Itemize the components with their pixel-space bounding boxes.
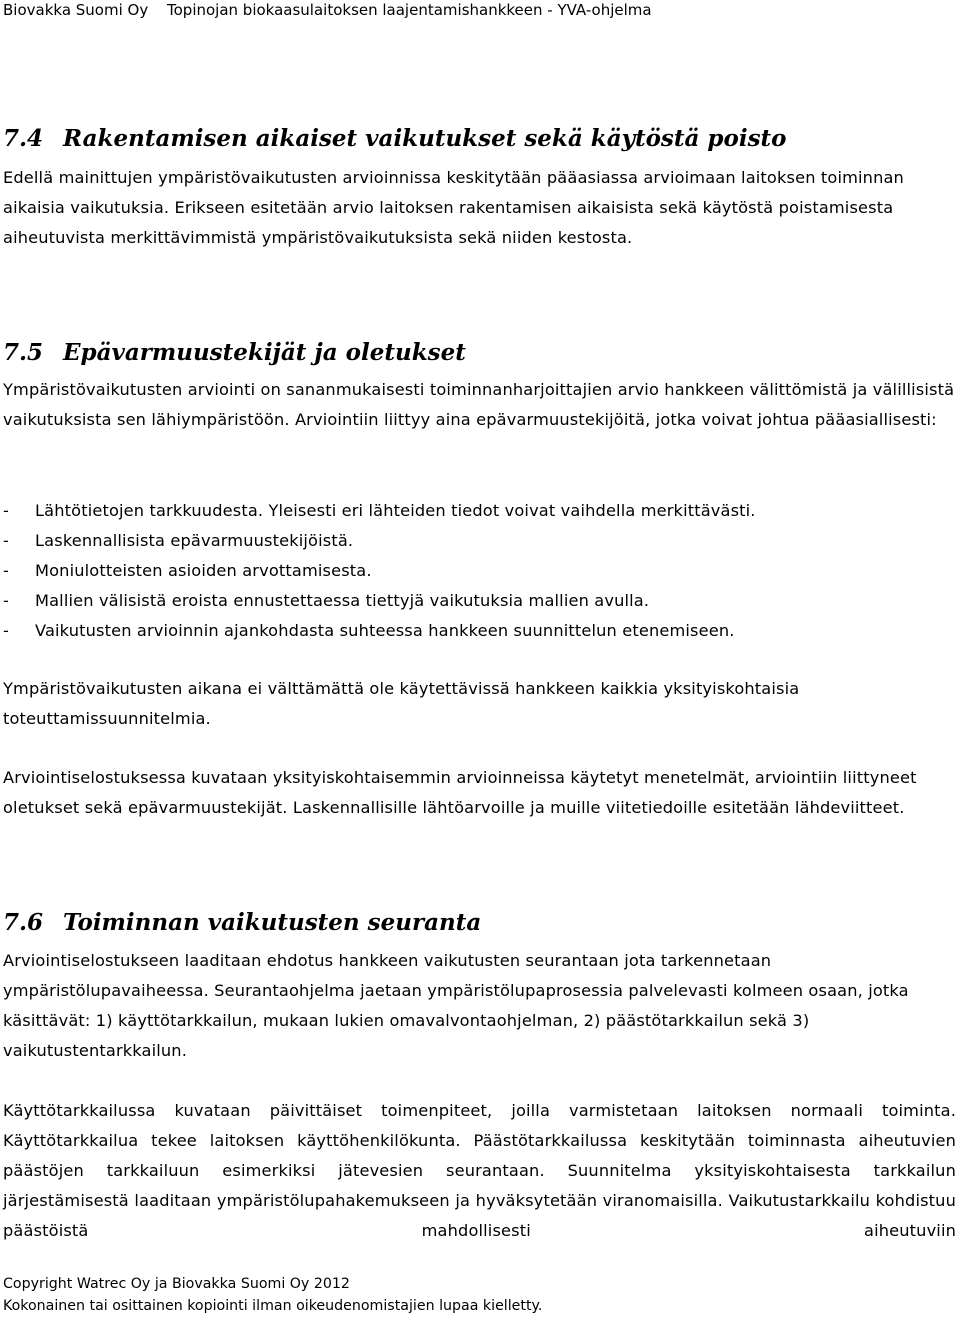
list-item-text: Mallien välisistä eroista ennustettaessa tiettyjä vaikutuksia mallien avulla. xyxy=(35,591,650,610)
bullet-marker: - xyxy=(3,501,9,520)
bullet-marker: - xyxy=(3,531,9,550)
list-item-text: Vaikutusten arvioinnin ajankohdasta suhteessa hankkeen suunnittelun etenemiseen. xyxy=(35,621,735,640)
section-heading-7-5 xyxy=(3,338,466,368)
list-item-text: Laskennallisista epävarmuustekijöistä. xyxy=(35,531,354,550)
list-item xyxy=(3,556,956,586)
section-heading-7-6 xyxy=(3,908,481,938)
header-document-title: Topinojan biokaasulaitoksen laajentamishankkeen - YVA-ohjelma xyxy=(167,1,652,19)
list-item xyxy=(3,496,956,526)
paragraph-7-5-plans: Ympäristövaikutusten aikana ei välttämättä ole käytettävissä hankkeen kaikkia yksityiskohtaisia toteuttamissuunnitelmia. xyxy=(3,679,800,728)
paragraph-7-6-monitoring: Arviointiselostukseen laaditaan ehdotus hankkeen vaikutusten seurantaan jota tarkennetaan ympäristölupavaiheessa. Seurantaohjelma jaetaan ympäristölupaprosessia palvelevasti kolmeen osaan, jotka käsittävät: 1) käyttötarkkailun, mukaan lukien omavalvontaohjelman, 2) päästötarkkailun sekä 3) vaikutustentarkkailun. xyxy=(3,951,909,1060)
page-footer xyxy=(3,1273,953,1317)
bullet-marker: - xyxy=(3,561,9,580)
bullet-marker: - xyxy=(3,591,9,610)
paragraph-7-5-intro: Ympäristövaikutusten arviointi on sananmukaisesti toiminnanharjoittajien arvio hankkeen välittömistä ja välillisistä vaikutuksista sen lähiympäristöön. Arviointiin liittyy aina epävarmuustekijöitä, jotka voivat johtua pääasiallisesti: xyxy=(3,380,955,429)
section-number: 7.6 xyxy=(3,909,44,936)
footer-copyright: Copyright Watrec Oy ja Biovakka Suomi Oy 2012 xyxy=(3,1276,350,1292)
footer-notice: Kokonainen tai osittainen kopiointi ilman oikeudenomistajien lupaa kielletty. xyxy=(3,1298,543,1314)
running-header xyxy=(3,0,953,20)
list-item xyxy=(3,526,956,556)
paragraph-7-4: Edellä mainittujen ympäristövaikutusten arvioinnissa keskitytään pääasiassa arvioimaan laitoksen toiminnan aikaisia vaikutuksia. Erikseen esitetään arvio laitoksen rakentamisen aikaisista sekä käytöstä poistamisesta aiheutuvista merkittävimmistä ympäristövaikutuksista sekä niiden kestosta. xyxy=(3,168,904,247)
uncertainty-list xyxy=(3,496,956,646)
section-title: Epävarmuustekijät ja oletukset xyxy=(63,339,466,366)
list-item xyxy=(3,586,956,616)
section-heading-7-4 xyxy=(3,124,787,154)
list-item-text: Lähtötietojen tarkkuudesta. Yleisesti eri lähteiden tiedot voivat vaihdella merkittävästi. xyxy=(35,501,756,520)
section-title: Rakentamisen aikaiset vaikutukset sekä käytöstä poisto xyxy=(63,125,787,152)
list-item-text: Moniulotteisten asioiden arvottamisesta. xyxy=(35,561,372,580)
paragraph-7-5-methods: Arviointiselostuksessa kuvataan yksityiskohtaisemmin arvioinneissa käytetyt menetelmät, arviointiin liittyneet oletukset sekä epävarmuustekijät. Laskennallisille lähtöarvoille ja muille viitetiedoille esitetään lähdeviitteet. xyxy=(3,768,917,817)
list-item xyxy=(3,616,956,646)
section-title: Toiminnan vaikutusten seuranta xyxy=(63,909,482,936)
paragraph-7-6-operation: Käyttötarkkailussa kuvataan päivittäiset toimenpiteet, joilla varmistetaan laitoksen normaali toiminta. Käyttötarkkailua tekee laitoksen käyttöhenkilökunta. Päästötarkkailussa keskitytään toiminnasta aiheutuvien päästöjen tarkkailuun esimerkiksi jätevesien seurantaan. Suunnitelma yksityiskohtaisesta tarkkailun järjestämisestä laaditaan ympäristölupahakemukseen ja hyväksytetään viranomaisilla. Vaikutustarkkailu kohdistuu päästöistä mahdollisesti aiheutuviin xyxy=(3,1101,956,1240)
section-number: 7.5 xyxy=(3,339,44,366)
header-company: Biovakka Suomi Oy xyxy=(3,1,149,19)
section-number: 7.4 xyxy=(3,125,44,152)
bullet-marker: - xyxy=(3,621,9,640)
